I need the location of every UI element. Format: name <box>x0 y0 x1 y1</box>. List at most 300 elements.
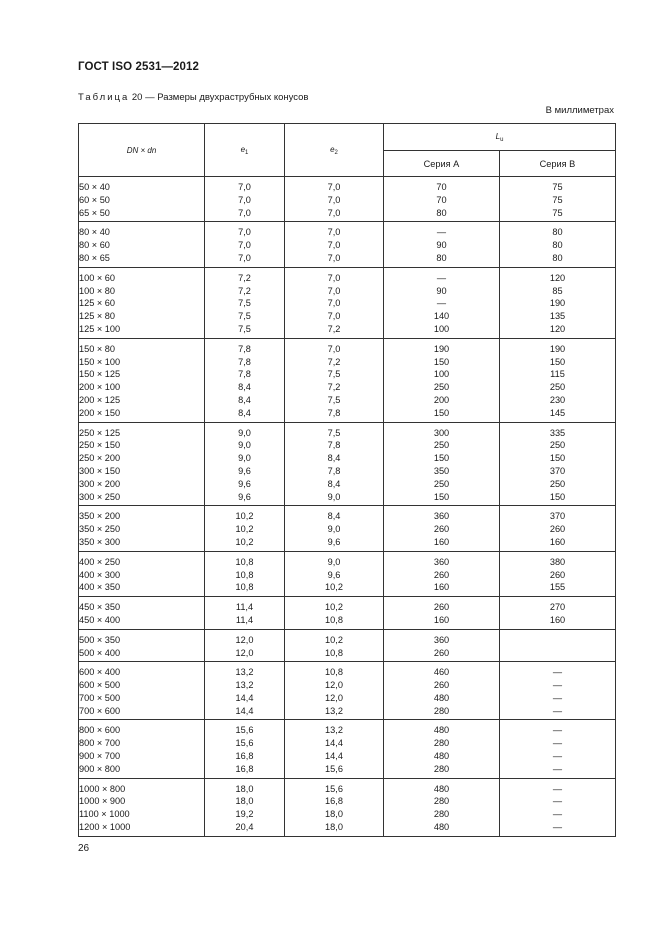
cell-value: 50 × 40 <box>79 182 110 192</box>
cell-value: 100 <box>433 323 450 334</box>
cell-value: 260 <box>433 647 450 658</box>
cell-la <box>384 629 500 662</box>
cell-value: 160 <box>433 614 450 625</box>
cell-value: 370 <box>549 465 566 476</box>
cell-value: 13,2 <box>235 667 254 678</box>
cell-value: 500 × 400 <box>79 647 121 658</box>
header-series-b: Серия В <box>500 151 616 177</box>
cell-value: 80 × 40 <box>79 227 110 238</box>
cell-value: 135 <box>549 311 566 322</box>
cell-value: 370 <box>549 511 566 522</box>
cell-e1 <box>205 267 285 338</box>
cell-e1 <box>205 506 285 551</box>
cell-value: 7,2 <box>238 272 251 283</box>
cell-value: 150 <box>433 356 450 367</box>
cell-value: — <box>436 298 447 309</box>
cell-value: 480 <box>433 783 450 794</box>
cell-value: 15,6 <box>325 763 343 774</box>
cell-value: 9,6 <box>238 465 251 476</box>
cell-value: 10,2 <box>325 634 343 645</box>
caption-label: Таблица <box>78 92 130 103</box>
cell-value: 230 <box>549 394 566 405</box>
cell-value: 10,8 <box>235 582 254 593</box>
cell-value: 13,2 <box>325 705 343 716</box>
cell-e2 <box>285 338 384 422</box>
cell-value: 800 × 700 <box>79 738 121 749</box>
cell-value: 250 <box>549 382 566 393</box>
cell-value: — <box>552 763 563 774</box>
cell-dn <box>79 422 205 506</box>
cell-value: 7,5 <box>238 311 251 322</box>
cell-value: — <box>552 822 563 833</box>
cell-value: 90 <box>436 285 447 296</box>
cell-lb <box>500 177 616 222</box>
cell-value: 20,4 <box>235 822 254 833</box>
cell-e1 <box>205 422 285 506</box>
cell-value: — <box>552 725 563 736</box>
cell-value: 150 <box>549 453 566 464</box>
cell-e1 <box>205 778 285 836</box>
cell-value: 18,0 <box>325 809 343 820</box>
header-e2: $e_2$ <box>285 124 384 177</box>
cell-value: 125 × 60 <box>79 298 116 309</box>
cell-la <box>384 551 500 596</box>
cell-value: 7,0 <box>327 252 341 263</box>
cell-value: 260 <box>433 602 450 613</box>
cell-value: 7,8 <box>327 407 341 418</box>
header-lu: $L_u$ <box>384 124 616 151</box>
table-row <box>79 720 616 778</box>
cell-value: 360 <box>433 556 450 567</box>
cell-e2 <box>285 629 384 662</box>
cell-value: 7,0 <box>327 311 341 322</box>
cell-value: 7,0 <box>327 343 341 354</box>
cell-value: 85 <box>552 285 563 296</box>
cell-dn <box>79 506 205 551</box>
cell-value: 16,8 <box>235 763 254 774</box>
cell-e2 <box>285 551 384 596</box>
table-row <box>79 422 616 506</box>
cell-value: 200 <box>433 394 450 405</box>
cell-value: 9,0 <box>327 491 341 502</box>
cell-value: 18,0 <box>235 796 254 807</box>
cell-value: — <box>552 692 563 703</box>
cell-value: — <box>436 227 447 238</box>
cell-value: 10,2 <box>235 511 254 522</box>
cell-value: 16,8 <box>325 796 343 807</box>
cell-value: 400 × 250 <box>79 556 121 567</box>
table-row <box>79 629 616 662</box>
cell-value: 10,2 <box>235 536 254 547</box>
cell-e2 <box>285 506 384 551</box>
cell-value: 600 × 500 <box>79 680 121 691</box>
document-header: ГОСТ ISO 2531—2012 <box>78 61 200 73</box>
table-row <box>79 338 616 422</box>
cell-value: 7,0 <box>327 272 341 283</box>
cell-value: 8,4 <box>238 382 251 393</box>
cell-e1 <box>205 338 285 422</box>
page-number: 26 <box>78 843 90 854</box>
cell-value: 9,6 <box>327 569 341 580</box>
cell-value: 250 <box>549 478 566 489</box>
cell-lb <box>500 551 616 596</box>
cell-e1 <box>205 551 285 596</box>
cell-value: 15,6 <box>235 738 254 749</box>
cell-value: 1200 × 1000 <box>79 822 131 833</box>
cell-value: 150 <box>549 491 566 502</box>
cell-value: 12,0 <box>325 680 343 691</box>
cell-value: 80 <box>436 252 447 263</box>
cell-value: 13,2 <box>325 725 343 736</box>
cell-value: 115 <box>550 369 565 380</box>
table-row <box>79 597 616 630</box>
cell-value: 9,6 <box>327 536 341 547</box>
cell-la <box>384 222 500 267</box>
dimensions-table <box>78 123 616 837</box>
cell-value: 120 <box>549 272 566 283</box>
cell-value: 8,4 <box>327 478 341 489</box>
cell-value: 19,2 <box>235 809 254 820</box>
cell-value: 8,4 <box>238 394 251 405</box>
cell-value: 190 <box>549 298 566 309</box>
cell-value: 350 × 250 <box>79 524 121 535</box>
cell-value: 200 × 125 <box>79 394 121 405</box>
table-row <box>79 222 616 267</box>
cell-value: 80 <box>552 227 563 238</box>
cell-value: 270 <box>549 602 566 613</box>
cell-value: 160 <box>433 536 450 547</box>
table-caption <box>78 92 308 103</box>
cell-value: 900 × 800 <box>79 763 121 774</box>
cell-value: 400 × 300 <box>79 569 121 580</box>
cell-value: 100 <box>433 369 450 380</box>
table-row <box>79 506 616 551</box>
cell-value: 7,0 <box>327 240 341 251</box>
cell-dn <box>79 222 205 267</box>
cell-value: 7,0 <box>327 194 341 205</box>
cell-value: 300 × 150 <box>79 465 121 476</box>
cell-value: 480 <box>433 751 450 762</box>
cell-value: 1100 × 1000 <box>79 809 130 820</box>
cell-value: 7,5 <box>238 323 251 334</box>
cell-value: 150 × 100 <box>79 356 121 367</box>
cell-value: 150 <box>433 407 450 418</box>
cell-value: 9,6 <box>238 478 251 489</box>
cell-value: 150 × 125 <box>79 369 121 380</box>
cell-e1 <box>205 720 285 778</box>
cell-value: 80 <box>436 207 447 218</box>
cell-value: 350 × 200 <box>79 511 121 522</box>
cell-value: 8,4 <box>327 511 341 522</box>
cell-value: 450 × 350 <box>79 602 121 613</box>
cell-value: 350 × 300 <box>79 536 121 547</box>
cell-value: 9,0 <box>327 524 341 535</box>
cell-value: 480 <box>433 822 450 833</box>
cell-value: 10,2 <box>325 582 343 593</box>
cell-e2 <box>285 662 384 720</box>
cell-dn <box>79 662 205 720</box>
cell-e2 <box>285 720 384 778</box>
cell-value: — <box>552 751 563 762</box>
cell-value: 250 <box>433 478 450 489</box>
cell-value: — <box>436 272 447 283</box>
cell-value: 7,2 <box>327 323 341 334</box>
cell-value: 9,0 <box>238 427 251 438</box>
cell-value: 10,8 <box>325 614 343 625</box>
cell-value: 7,8 <box>238 343 251 354</box>
cell-la <box>384 267 500 338</box>
cell-value: 250 × 125 <box>79 427 121 438</box>
cell-value: 150 <box>433 453 450 464</box>
table-row <box>79 551 616 596</box>
cell-value: 155 <box>549 582 566 593</box>
cell-value: — <box>552 680 563 691</box>
cell-value: 260 <box>433 680 450 691</box>
cell-la <box>384 338 500 422</box>
cell-value: — <box>552 783 563 794</box>
cell-value: 190 <box>549 343 566 354</box>
cell-dn <box>79 597 205 630</box>
cell-e2 <box>285 267 384 338</box>
cell-e1 <box>205 222 285 267</box>
cell-e2 <box>285 422 384 506</box>
units-note: В миллиметрах <box>545 105 614 116</box>
cell-value: — <box>552 796 563 807</box>
cell-value: 70 <box>436 182 447 192</box>
cell-value: 480 <box>433 692 450 703</box>
cell-value: 16,8 <box>235 751 254 762</box>
cell-value: 260 <box>549 524 566 535</box>
cell-value: 14,4 <box>235 705 254 716</box>
cell-value: 400 × 350 <box>79 582 121 593</box>
cell-value: 150 <box>549 356 566 367</box>
cell-la <box>384 662 500 720</box>
cell-value: 7,0 <box>327 182 341 192</box>
table-body <box>79 177 616 837</box>
cell-value: 300 × 250 <box>79 491 121 502</box>
cell-value: — <box>552 809 563 820</box>
cell-e1 <box>205 597 285 630</box>
cell-value: 100 × 60 <box>79 272 116 283</box>
cell-value: 8,4 <box>327 453 341 464</box>
cell-value: 60 × 50 <box>79 194 110 205</box>
cell-value <box>500 634 615 647</box>
cell-value: 80 <box>552 240 563 251</box>
cell-e2 <box>285 778 384 836</box>
header-series-a: Серия А <box>384 151 500 177</box>
cell-value: 300 × 200 <box>79 478 121 489</box>
cell-value: 380 <box>549 556 566 567</box>
cell-value: 160 <box>433 582 450 593</box>
cell-value: 7,0 <box>238 240 251 251</box>
cell-lb <box>500 422 616 506</box>
cell-e1 <box>205 629 285 662</box>
cell-value: 7,2 <box>238 285 251 296</box>
cell-value: 7,5 <box>327 394 341 405</box>
cell-la <box>384 720 500 778</box>
cell-value: 10,2 <box>235 524 254 535</box>
cell-value: 7,8 <box>238 369 251 380</box>
cell-value: 250 <box>433 382 450 393</box>
header-dn: DN × dn <box>79 124 205 177</box>
cell-value: 7,8 <box>327 440 341 451</box>
cell-value: 7,0 <box>238 194 251 205</box>
cell-value: 8,4 <box>238 407 251 418</box>
cell-value: 150 × 80 <box>79 343 116 354</box>
cell-la <box>384 597 500 630</box>
cell-la <box>384 778 500 836</box>
cell-dn <box>79 338 205 422</box>
cell-value: 160 <box>549 614 566 625</box>
header-e1: $e_1$ <box>205 124 285 177</box>
cell-value: 7,0 <box>238 207 251 218</box>
cell-value: 460 <box>433 667 450 678</box>
cell-value: 7,2 <box>327 382 341 393</box>
cell-value: 10,8 <box>235 569 254 580</box>
cell-dn <box>79 177 205 222</box>
cell-value: 700 × 500 <box>79 692 121 703</box>
cell-e1 <box>205 177 285 222</box>
cell-value: 150 <box>433 491 450 502</box>
cell-value: 7,5 <box>327 369 341 380</box>
cell-value: 9,0 <box>238 440 251 451</box>
cell-value: 9,6 <box>238 491 251 502</box>
table-row <box>79 267 616 338</box>
cell-dn <box>79 720 205 778</box>
cell-lb <box>500 597 616 630</box>
cell-e2 <box>285 177 384 222</box>
cell-value: 280 <box>433 738 450 749</box>
cell-la <box>384 422 500 506</box>
cell-la <box>384 506 500 551</box>
cell-value: 280 <box>433 809 450 820</box>
cell-lb <box>500 338 616 422</box>
cell-value: 280 <box>433 705 450 716</box>
cell-value: 75 <box>552 207 563 218</box>
cell-value: 10,8 <box>325 647 343 658</box>
cell-value: 10,8 <box>325 667 343 678</box>
cell-value: 260 <box>549 569 566 580</box>
cell-value <box>500 647 615 660</box>
cell-value: 7,8 <box>327 465 341 476</box>
cell-value: 10,2 <box>325 602 343 613</box>
cell-value: 280 <box>433 763 450 774</box>
cell-dn <box>79 778 205 836</box>
cell-value: 280 <box>433 796 450 807</box>
cell-value: 14,4 <box>325 751 343 762</box>
cell-value: 12,0 <box>235 634 254 645</box>
cell-value: 250 × 150 <box>79 440 121 451</box>
cell-value: 80 × 65 <box>79 252 110 263</box>
cell-value: 65 × 50 <box>79 207 110 218</box>
cell-lb <box>500 662 616 720</box>
cell-lb <box>500 629 616 662</box>
cell-value: 11,4 <box>235 602 254 613</box>
cell-e2 <box>285 222 384 267</box>
cell-value: 70 <box>436 194 447 205</box>
cell-value: 160 <box>549 536 566 547</box>
cell-dn <box>79 551 205 596</box>
cell-value: 200 × 150 <box>79 407 121 418</box>
cell-value: 18,0 <box>235 783 254 794</box>
cell-value: 9,0 <box>238 453 251 464</box>
cell-value: 200 × 100 <box>79 382 121 393</box>
cell-value: 300 <box>433 427 450 438</box>
cell-value: — <box>552 667 563 678</box>
cell-dn <box>79 629 205 662</box>
header-row <box>79 124 616 151</box>
cell-value: 1000 × 800 <box>79 783 126 794</box>
cell-value: 90 <box>436 240 447 251</box>
cell-value: 500 × 350 <box>79 634 121 645</box>
cell-value: 145 <box>549 407 566 418</box>
cell-value: — <box>552 738 563 749</box>
cell-value: 75 <box>552 194 563 205</box>
cell-value: 14,4 <box>325 738 343 749</box>
cell-value: 7,0 <box>238 182 251 192</box>
cell-value: 7,0 <box>238 227 251 238</box>
cell-value: 9,0 <box>327 556 341 567</box>
cell-value: 100 × 80 <box>79 285 116 296</box>
cell-value: 250 × 200 <box>79 453 121 464</box>
cell-value: 14,4 <box>235 692 254 703</box>
cell-lb <box>500 222 616 267</box>
cell-value: 125 × 80 <box>79 311 116 322</box>
cell-value: 450 × 400 <box>79 614 121 625</box>
cell-value: 80 <box>552 252 563 263</box>
cell-lb <box>500 778 616 836</box>
cell-value: 700 × 600 <box>79 705 121 716</box>
cell-value: 350 <box>433 465 450 476</box>
cell-lb <box>500 720 616 778</box>
cell-value: 7,0 <box>238 252 251 263</box>
table-row <box>79 778 616 836</box>
cell-value: 800 × 600 <box>79 725 121 736</box>
cell-value: 260 <box>433 569 450 580</box>
cell-value: 15,6 <box>325 783 343 794</box>
cell-value: 7,5 <box>238 298 251 309</box>
cell-value: 7,0 <box>327 227 341 238</box>
cell-value: 7,2 <box>327 356 341 367</box>
cell-value: 7,0 <box>327 285 341 296</box>
cell-value: 190 <box>433 343 450 354</box>
table-row <box>79 662 616 720</box>
cell-value: 250 <box>433 440 450 451</box>
cell-value: 120 <box>549 323 566 334</box>
cell-dn <box>79 267 205 338</box>
cell-la <box>384 177 500 222</box>
table-row <box>79 177 616 222</box>
cell-e2 <box>285 597 384 630</box>
cell-value: 600 × 400 <box>79 667 121 678</box>
cell-value: 335 <box>549 427 566 438</box>
caption-number: 20 <box>131 92 143 103</box>
cell-value: 7,8 <box>238 356 251 367</box>
cell-e1 <box>205 662 285 720</box>
cell-value: 7,5 <box>327 427 341 438</box>
cell-value: 10,8 <box>235 556 254 567</box>
cell-value: 360 <box>433 634 450 645</box>
cell-value: 7,0 <box>327 298 341 309</box>
cell-value: 75 <box>552 182 563 192</box>
cell-value: 360 <box>433 511 450 522</box>
cell-value: 480 <box>433 725 450 736</box>
cell-value: 11,4 <box>235 614 254 625</box>
cell-value: 250 <box>549 440 566 451</box>
cell-lb <box>500 267 616 338</box>
cell-value: 900 × 700 <box>79 751 121 762</box>
caption-title: — Размеры двухраструбных конусов <box>145 92 309 103</box>
